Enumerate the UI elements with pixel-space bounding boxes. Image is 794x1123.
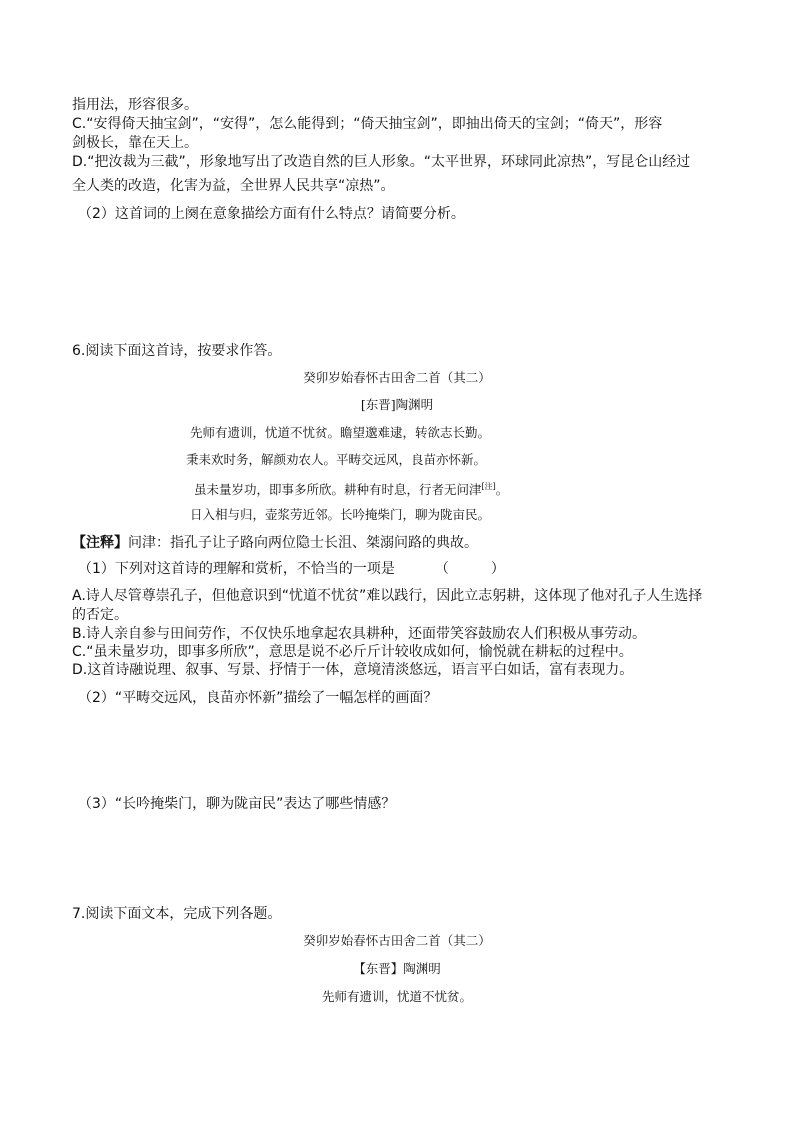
option-d-line: D.“把汝裁为三截”，形象地写出了改造自然的巨人形象。“太平世界，环球同此凉热”，写昆仑山经过 — [72, 154, 691, 170]
poem-line-1: 先师有遗训，忧道不忧贫。瞻望邈难逮，转欲志长勤。 — [190, 425, 491, 440]
poem-title: 癸卯岁始春怀古田舍二首（其二） — [303, 370, 491, 385]
poem-line-3-text: 虽未量岁功，即事多所欣。耕种有时息，行者无问津 — [194, 482, 482, 498]
question-6-1 — [78, 560, 505, 578]
poem-line-3-end: 。 — [495, 482, 509, 498]
question-6-stem: 6.阅读下面这首诗，按要求作答。 — [72, 343, 282, 359]
question-7-stem: 7.阅读下面文本，完成下列各题。 — [72, 906, 282, 922]
annotation — [72, 534, 478, 552]
annotation-label: 【注释】 — [72, 535, 128, 551]
question-6-1-text: （1）下列对这首诗的理解和赏析，不恰当的一项是 — [78, 561, 395, 577]
option-c-line: C.“安得倚天抽宝剑”，“安得”，怎么能得到；“倚天抽宝剑”，即抽出倚天的宝剑；“倚天”，形容 — [72, 116, 663, 132]
option-d-line-cont: 全人类的改造，化害为益，全世界人民共享“凉热”。 — [72, 178, 395, 194]
question-6-3: （3）“长吟掩柴门，聊为陇亩民”表达了哪些情感？ — [78, 796, 396, 812]
option-c-line: C.“虽未量岁功，即事多所欣”，意思是说不必斤斤计较收成如何，愉悦就在耕耘的过程中。 — [72, 644, 633, 660]
footnote-marker: [注] — [481, 482, 496, 491]
option-b-line: B.诗人亲自参与田间劳作，不仅快乐地拿起农具耕种，还面带笑容鼓励农人们积极从事劳动。 — [72, 626, 647, 642]
poem-author: 【东晋】陶渊明 — [353, 961, 441, 976]
poem-line-1: 先师有遗训，忧道不忧贫。 — [321, 989, 472, 1004]
poem-title: 癸卯岁始春怀古田舍二首（其二） — [303, 933, 491, 948]
text-line: 指用法，形容很多。 — [72, 97, 198, 113]
poem-line-3 — [194, 479, 508, 498]
annotation-text: 问津：指孔子让子路向两位隐士长沮、桀溺问路的典故。 — [128, 535, 478, 551]
poem-line-4: 日入相与归，壶浆劳近邻。长吟掩柴门，聊为陇亩民。 — [190, 507, 491, 522]
poem-line-2: 秉耒欢时务，解颜劝农人。平畴交远风，良苗亦怀新。 — [186, 452, 487, 467]
question-5-2: （2）这首词的上阕在意象描绘方面有什么特点？请简要分析。 — [78, 206, 465, 222]
question-6-2: （2）“平畴交远风，良苗亦怀新”描绘了一幅怎样的画面？ — [78, 690, 438, 706]
option-a-line: A.诗人尽管尊崇孔子，但他意识到“忧道不忧贫”难以践行，因此立志躬耕，这体现了他对孔子人生选择 — [72, 588, 703, 604]
option-d-line: D.这首诗融说理、叙事、写景、抒情于一体，意境清淡悠远，语言平白如话，富有表现力。 — [72, 662, 634, 678]
answer-blank: （ ） — [434, 561, 505, 577]
poem-author: [东晋]陶渊明 — [360, 397, 434, 412]
option-c-line-cont: 剑极长，靠在天上。 — [72, 135, 198, 151]
option-a-line-cont: 的否定。 — [72, 607, 128, 623]
